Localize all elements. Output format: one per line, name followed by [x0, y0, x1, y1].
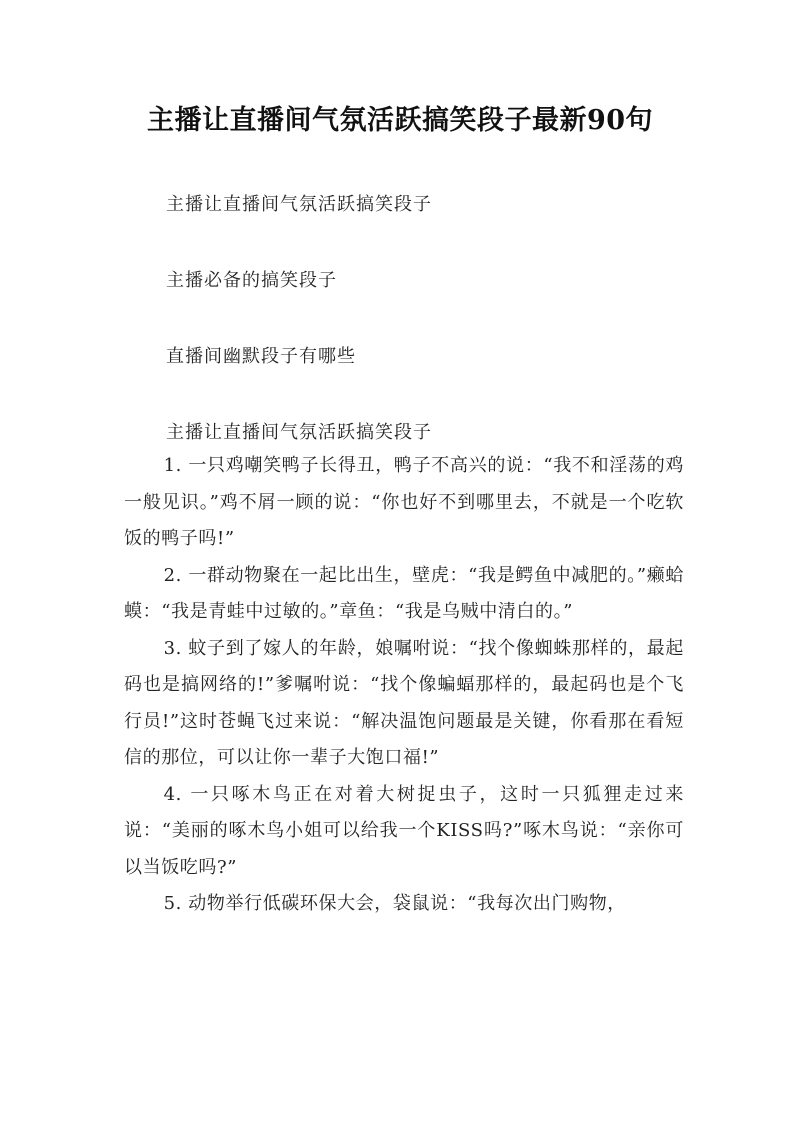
joke-paragraph-4: 4. 一只啄木鸟正在对着大树捉虫子，这时一只狐狸走过来说：“美丽的啄木鸟小姐可以给我一个KISS吗?”啄木鸟说：“亲你可以当饭吃吗?” — [124, 783, 684, 878]
body-text — [124, 448, 684, 923]
joke-paragraph-5: 5. 动物举行低碳环保大会，袋鼠说：“我每次出门购物， — [163, 893, 626, 914]
toc-item-1: 主播让直播间气氛活跃搞笑段子 — [166, 194, 432, 215]
joke-paragraph-2: 2. 一群动物聚在一起比出生，壁虎：“我是鳄鱼中减肥的。”癞蛤蟆：“我是青蛙中过敏的。”章鱼：“我是乌贼中清白的。” — [124, 564, 684, 622]
toc-item-2: 主播必备的搞笑段子 — [166, 270, 337, 291]
joke-paragraph-1: 1. 一只鸡嘲笑鸭子长得丑，鸭子不高兴的说：“我不和淫荡的鸡一般见识。”鸡不屑一顾的说：“你也好不到哪里去，不就是一个吃软饭的鸭子吗!” — [124, 455, 684, 549]
document-title: 主播让直播间气氛活跃搞笑段子最新90句 — [146, 105, 654, 136]
joke-paragraph-3: 3. 蚊子到了嫁人的年龄，娘嘱咐说：“找个像蜘蛛那样的，最起码也是搞网络的!”爹嘱咐说：“找个像蝙蝠那样的，最起码也是个飞行员!”这时苍蝇飞过来说：“解决温饱问题最是关键，你看那在看短信的那位，可以让你一辈子大饱口福!” — [124, 637, 684, 768]
section-heading: 主播让直播间气氛活跃搞笑段子 — [166, 422, 432, 443]
toc-item-3: 直播间幽默段子有哪些 — [166, 346, 356, 367]
